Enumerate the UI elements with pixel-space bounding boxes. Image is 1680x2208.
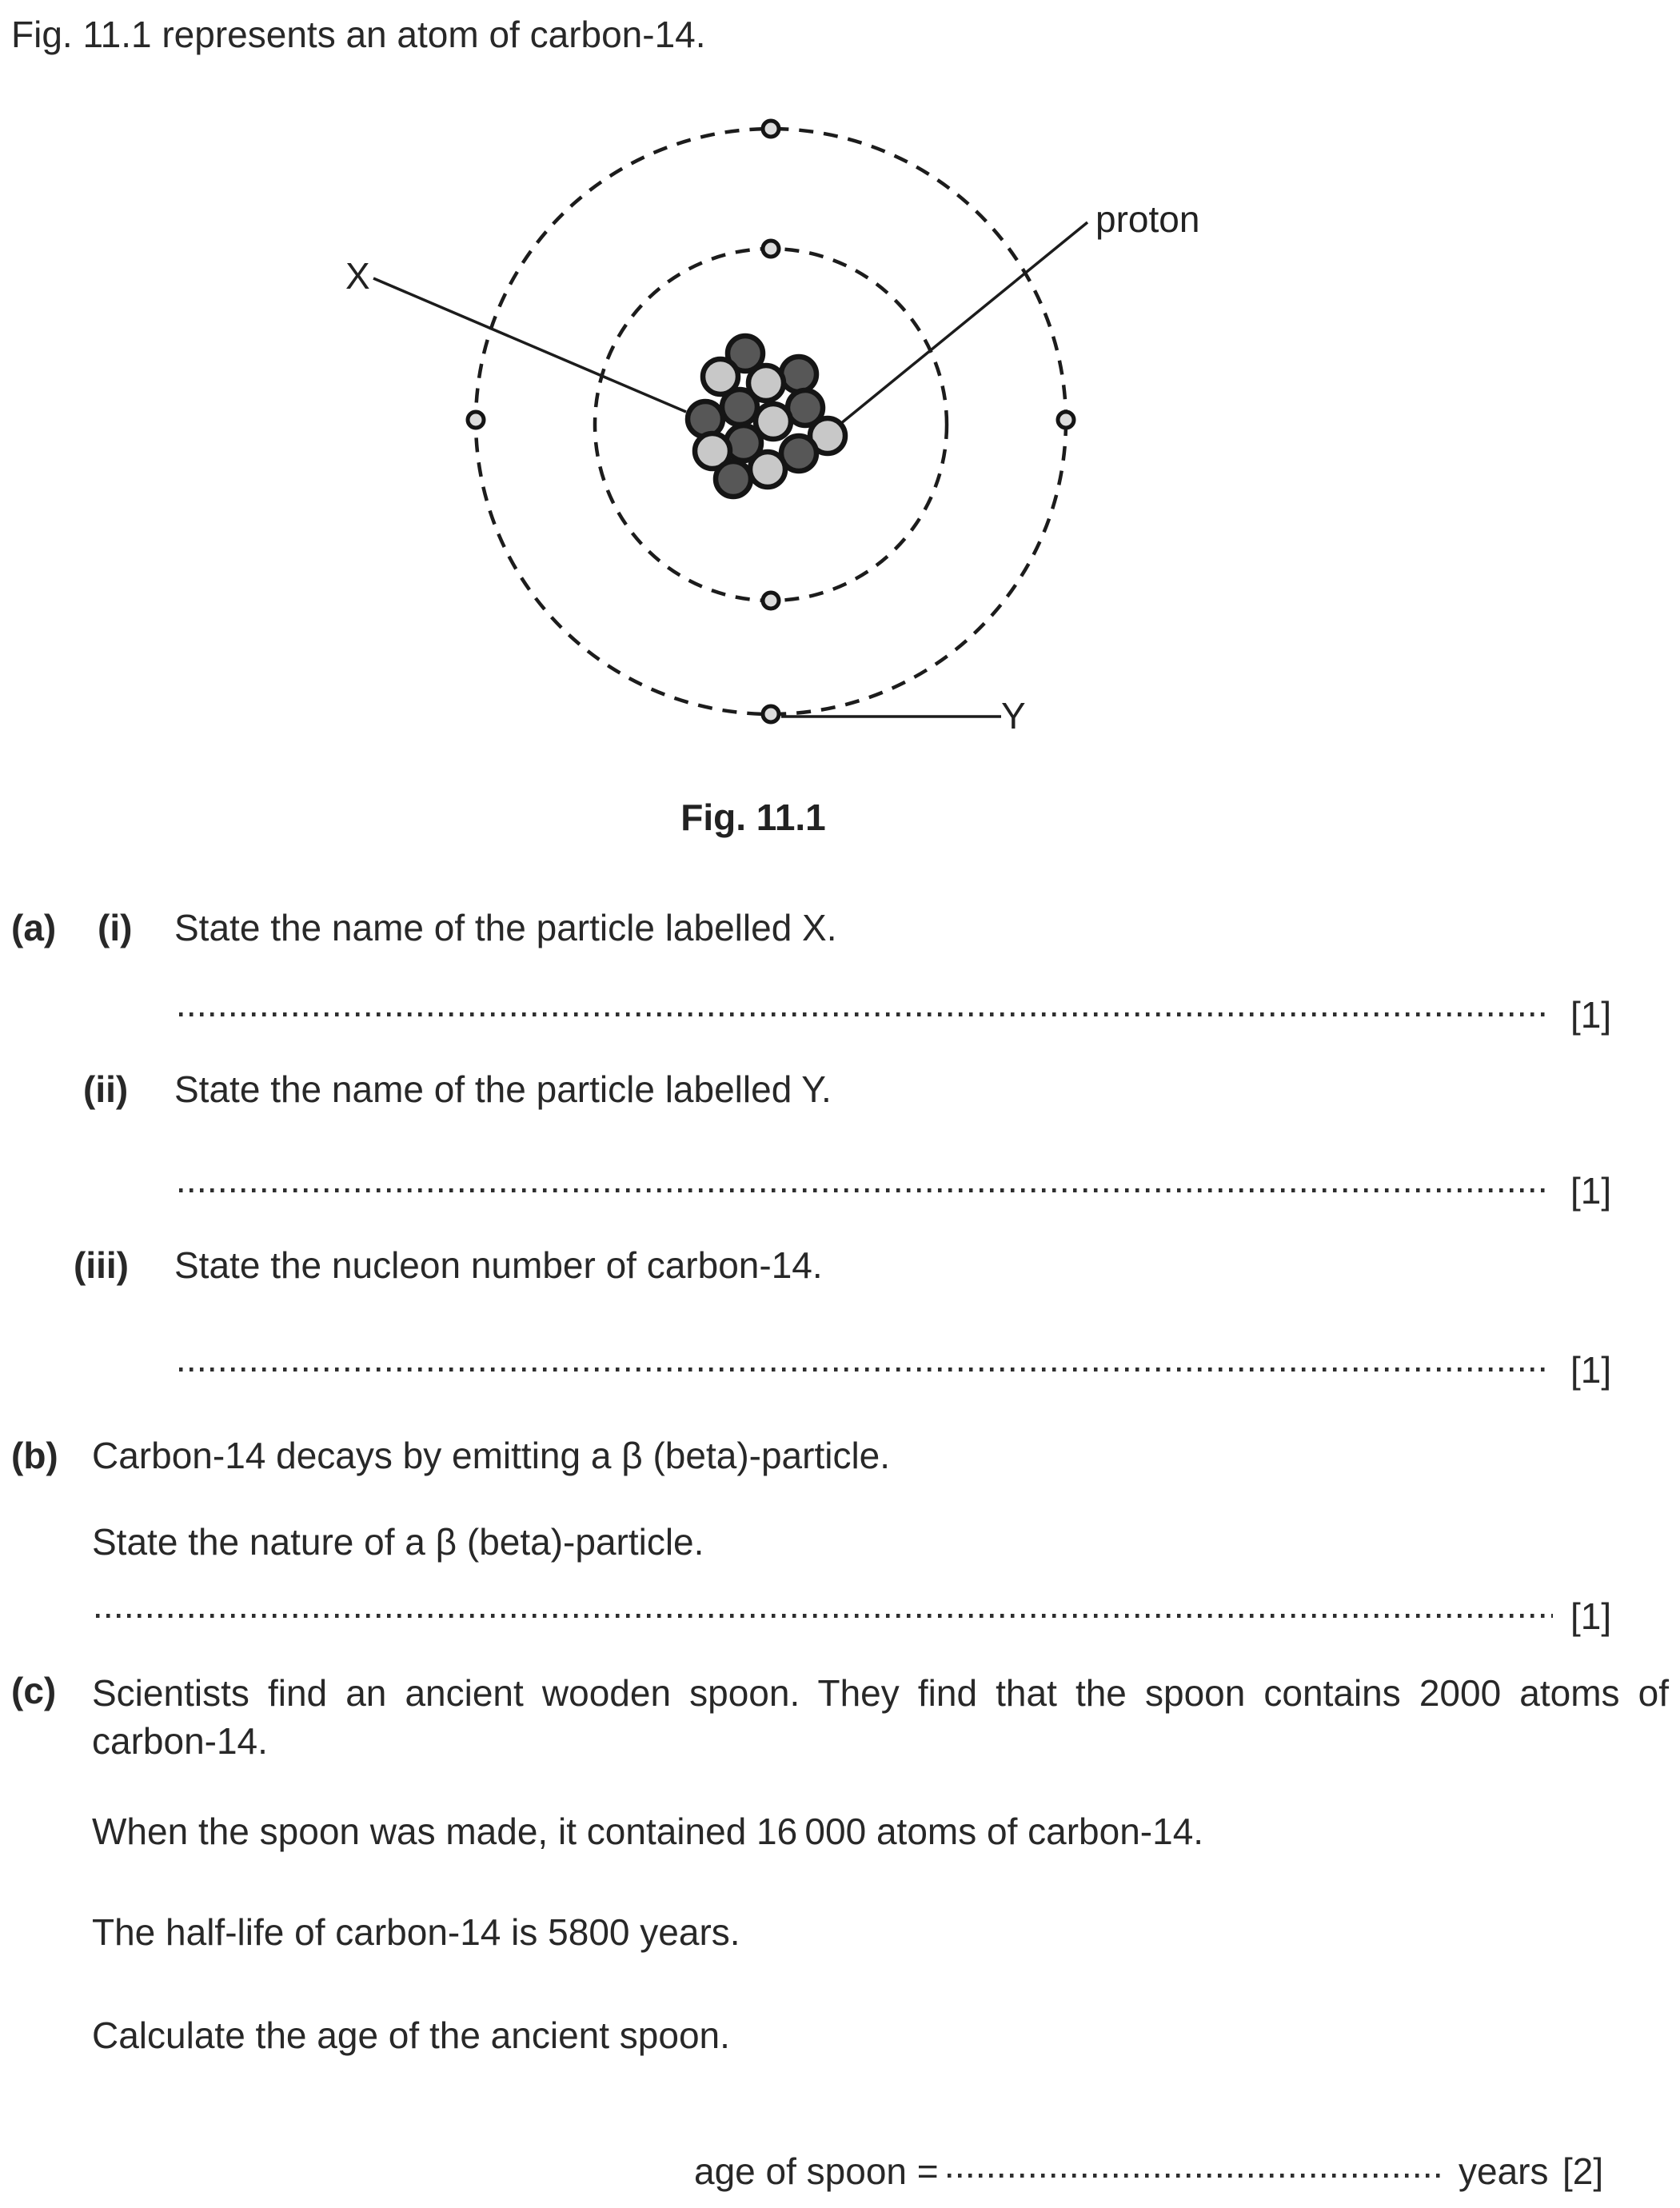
neutron-particle	[781, 357, 816, 392]
answer-line-aiii	[179, 1368, 1550, 1372]
answer-line-b	[96, 1614, 1553, 1618]
figure-labels	[345, 198, 1199, 838]
marks-aiii: [1]	[1570, 1349, 1612, 1391]
electron	[763, 121, 779, 137]
age-answer-unit: years	[1459, 2150, 1549, 2192]
neutron-particle	[716, 461, 751, 497]
marks-aii: [1]	[1570, 1170, 1612, 1212]
question-aiii-text: State the nucleon number of carbon-14.	[174, 1244, 823, 1286]
neutron-particle	[722, 389, 757, 425]
question-b-prompt: State the nature of a β (beta)-particle.	[92, 1521, 704, 1563]
question-aii-marker: (ii)	[83, 1068, 129, 1110]
electron	[763, 706, 779, 722]
intro-text: Fig. 11.1 represents an atom of carbon-14.	[11, 14, 706, 55]
question-ai-marker: (i)	[98, 907, 133, 948]
question-c-statement-line1: Scientists find an ancient wooden spoon. They find that the spoon contains 2000 atoms of	[92, 1672, 1669, 1714]
question-c-statement-line2: carbon-14.	[92, 1720, 268, 1762]
question-c-statement	[92, 1669, 1669, 1765]
question-a-marker: (a)	[11, 907, 57, 948]
question-c-para3: The half-life of carbon-14 is 5800 years.	[92, 1911, 740, 1953]
atom-diagram	[0, 48, 1680, 840]
x-pointer-line	[373, 278, 686, 412]
x-label: X	[345, 255, 370, 297]
answer-line-aii	[179, 1188, 1550, 1192]
question-c-marker: (c)	[11, 1670, 57, 1711]
question-c-para4: Calculate the age of the ancient spoon.	[92, 2014, 730, 2056]
nucleus	[688, 336, 845, 497]
question-b-marker: (b)	[11, 1435, 58, 1476]
question-ai-text: State the name of the particle labelled X.	[174, 907, 837, 948]
age-answer-prefix: age of spoon =	[694, 2150, 939, 2192]
answer-line-ai	[179, 1012, 1550, 1016]
question-c-para2: When the spoon was made, it contained 16 000 atoms of carbon-14.	[92, 1811, 1204, 1852]
electron	[763, 593, 779, 609]
age-answer-line	[948, 2174, 1440, 2178]
proton-label: proton	[1095, 198, 1200, 240]
y-label: Y	[1001, 695, 1026, 737]
electron	[1058, 412, 1074, 428]
electron	[468, 412, 484, 428]
proton-particle	[750, 452, 785, 487]
electron	[763, 241, 779, 257]
question-aiii-marker: (iii)	[74, 1244, 129, 1286]
neutron-particle	[688, 401, 723, 437]
marks-ai: [1]	[1570, 994, 1612, 1036]
marks-c: [2]	[1562, 2150, 1604, 2192]
figure-caption: Fig. 11.1	[680, 797, 826, 838]
question-b-statement: Carbon-14 decays by emitting a β (beta)-particle.	[92, 1435, 891, 1476]
question-aii-text: State the name of the particle labelled Y.	[174, 1068, 832, 1110]
marks-b: [1]	[1570, 1595, 1612, 1637]
